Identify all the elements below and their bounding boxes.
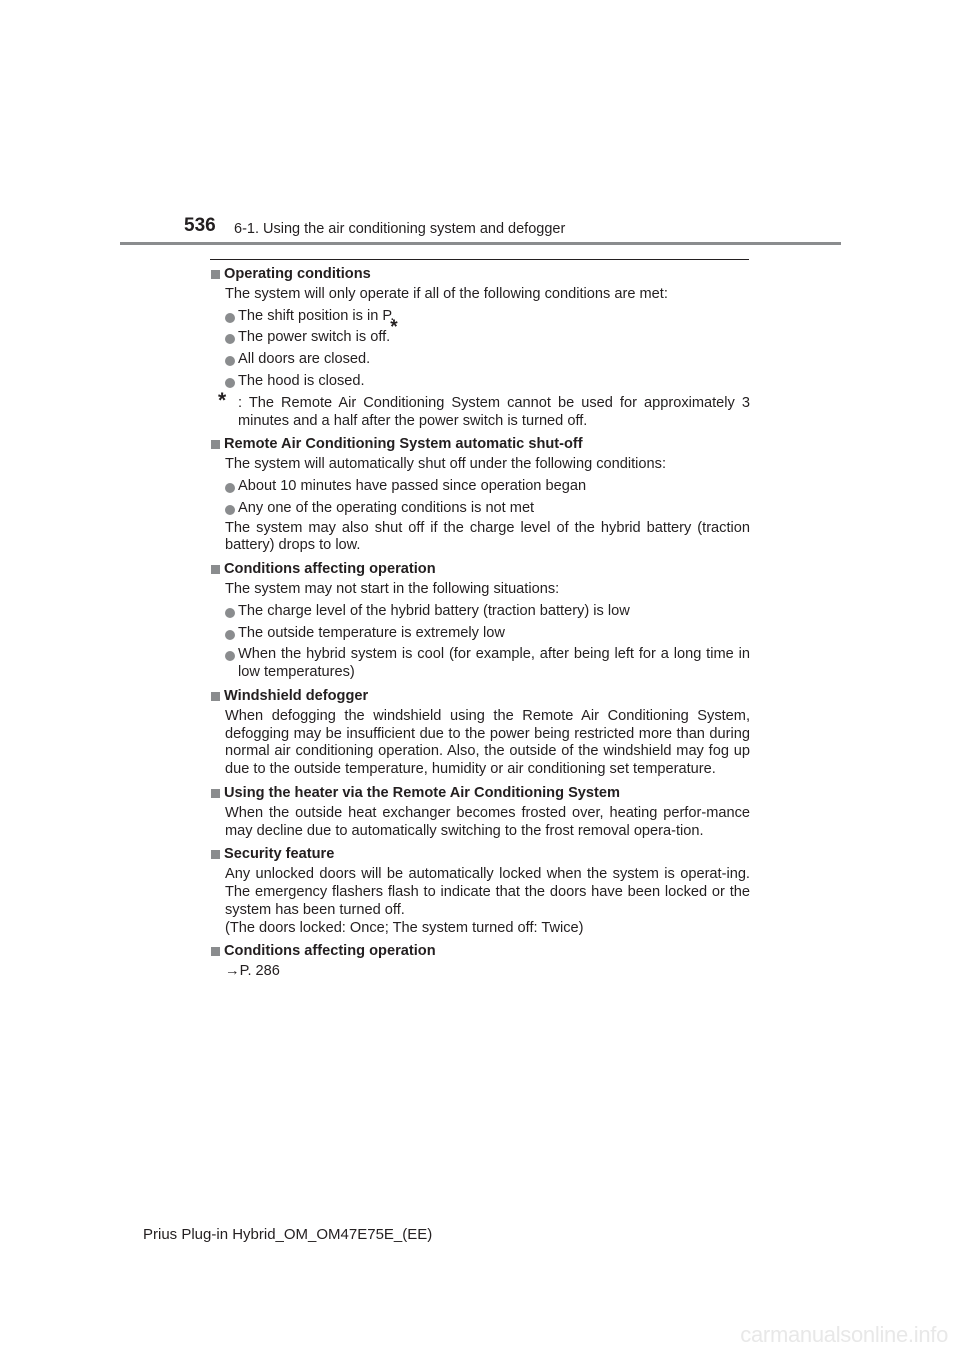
bullet-item [210, 317, 750, 347]
section-text: When the outside heat exchanger becomes frosted over, heating perfor-mance may decline due to automatically switching to the frost removal opera-tion. [225, 804, 750, 839]
document-id-footer: Prius Plug-in Hybrid_OM_OM47E75E_(EE) [143, 1226, 433, 1243]
bullet-item: The shift position is in P. [210, 308, 750, 326]
section-windshield-defogger [210, 688, 750, 779]
page-number: 536 [184, 215, 216, 236]
bullet-text: The power switch is off. [238, 329, 391, 346]
footnote-reference: * [390, 317, 398, 339]
footnote-marker: * [218, 388, 227, 412]
chapter-title: 6-1. Using the air conditioning system and defogger [234, 221, 566, 237]
section-title: Operating conditions [210, 266, 750, 284]
footnote-text: : The Remote Air Conditioning System cannot be used for approximately 3 minutes and a half after the power switch is turned off. [238, 394, 750, 429]
section-conditions-affecting-operation [210, 561, 750, 682]
section-title: Conditions affecting operation [210, 561, 750, 579]
section-text-secondary: (The doors locked: Once; The system turned off: Twice) [225, 919, 584, 936]
section-title: Security feature [210, 846, 750, 864]
page-cross-reference-link[interactable]: →P. 286 [225, 963, 280, 980]
bullet-item: The outside temperature is extremely low [210, 625, 750, 643]
section-auto-shutoff [210, 436, 750, 555]
section-intro: The system will automatically shut off under the following conditions: [225, 456, 667, 473]
bullet-item: When the hybrid system is cool (for example, after being left for a long time in low temperatures) [210, 646, 750, 682]
section-operating-conditions [210, 266, 750, 430]
section-title: Remote Air Conditioning System automatic shut-off [210, 436, 750, 454]
section-intro: The system may not start in the following situations: [225, 580, 560, 597]
page-content [210, 266, 750, 987]
section-title: Conditions affecting operation [210, 943, 750, 961]
header-divider [120, 242, 841, 245]
section-intro: The system will only operate if all of the following conditions are met: [225, 285, 668, 302]
bullet-item: The hood is closed. [210, 373, 750, 391]
content-divider [210, 259, 749, 260]
bullet-item: All doors are closed. [210, 351, 750, 369]
section-text: Any unlocked doors will be automatically locked when the system is operat-ing. The emergency flashers flash to indicate that the doors have been locked or the system has been turned off. [225, 866, 750, 918]
section-heater [210, 785, 750, 840]
footnote [210, 388, 750, 431]
section-note: The system may also shut off if the charge level of the hybrid battery (traction battery) drops to low. [225, 519, 750, 554]
section-title: Windshield defogger [210, 688, 750, 706]
watermark: carmanualsonline.info [740, 1322, 948, 1347]
section-conditions-affecting-operation-2 [210, 943, 750, 981]
section-title: Using the heater via the Remote Air Conditioning System [210, 785, 750, 803]
section-text: When defogging the windshield using the Remote Air Conditioning System, defogging may be insufficient due to the power being restricted more than during normal air conditioning operation. Also, the outside of the windshield may fog up due to the outside temperature, humidity or air conditioning set temperature. [225, 707, 750, 778]
bullet-item: Any one of the operating conditions is not met [210, 500, 750, 518]
bullet-item: The charge level of the hybrid battery (traction battery) is low [210, 603, 750, 621]
bullet-item: About 10 minutes have passed since operation began [210, 478, 750, 496]
section-security-feature [210, 846, 750, 937]
